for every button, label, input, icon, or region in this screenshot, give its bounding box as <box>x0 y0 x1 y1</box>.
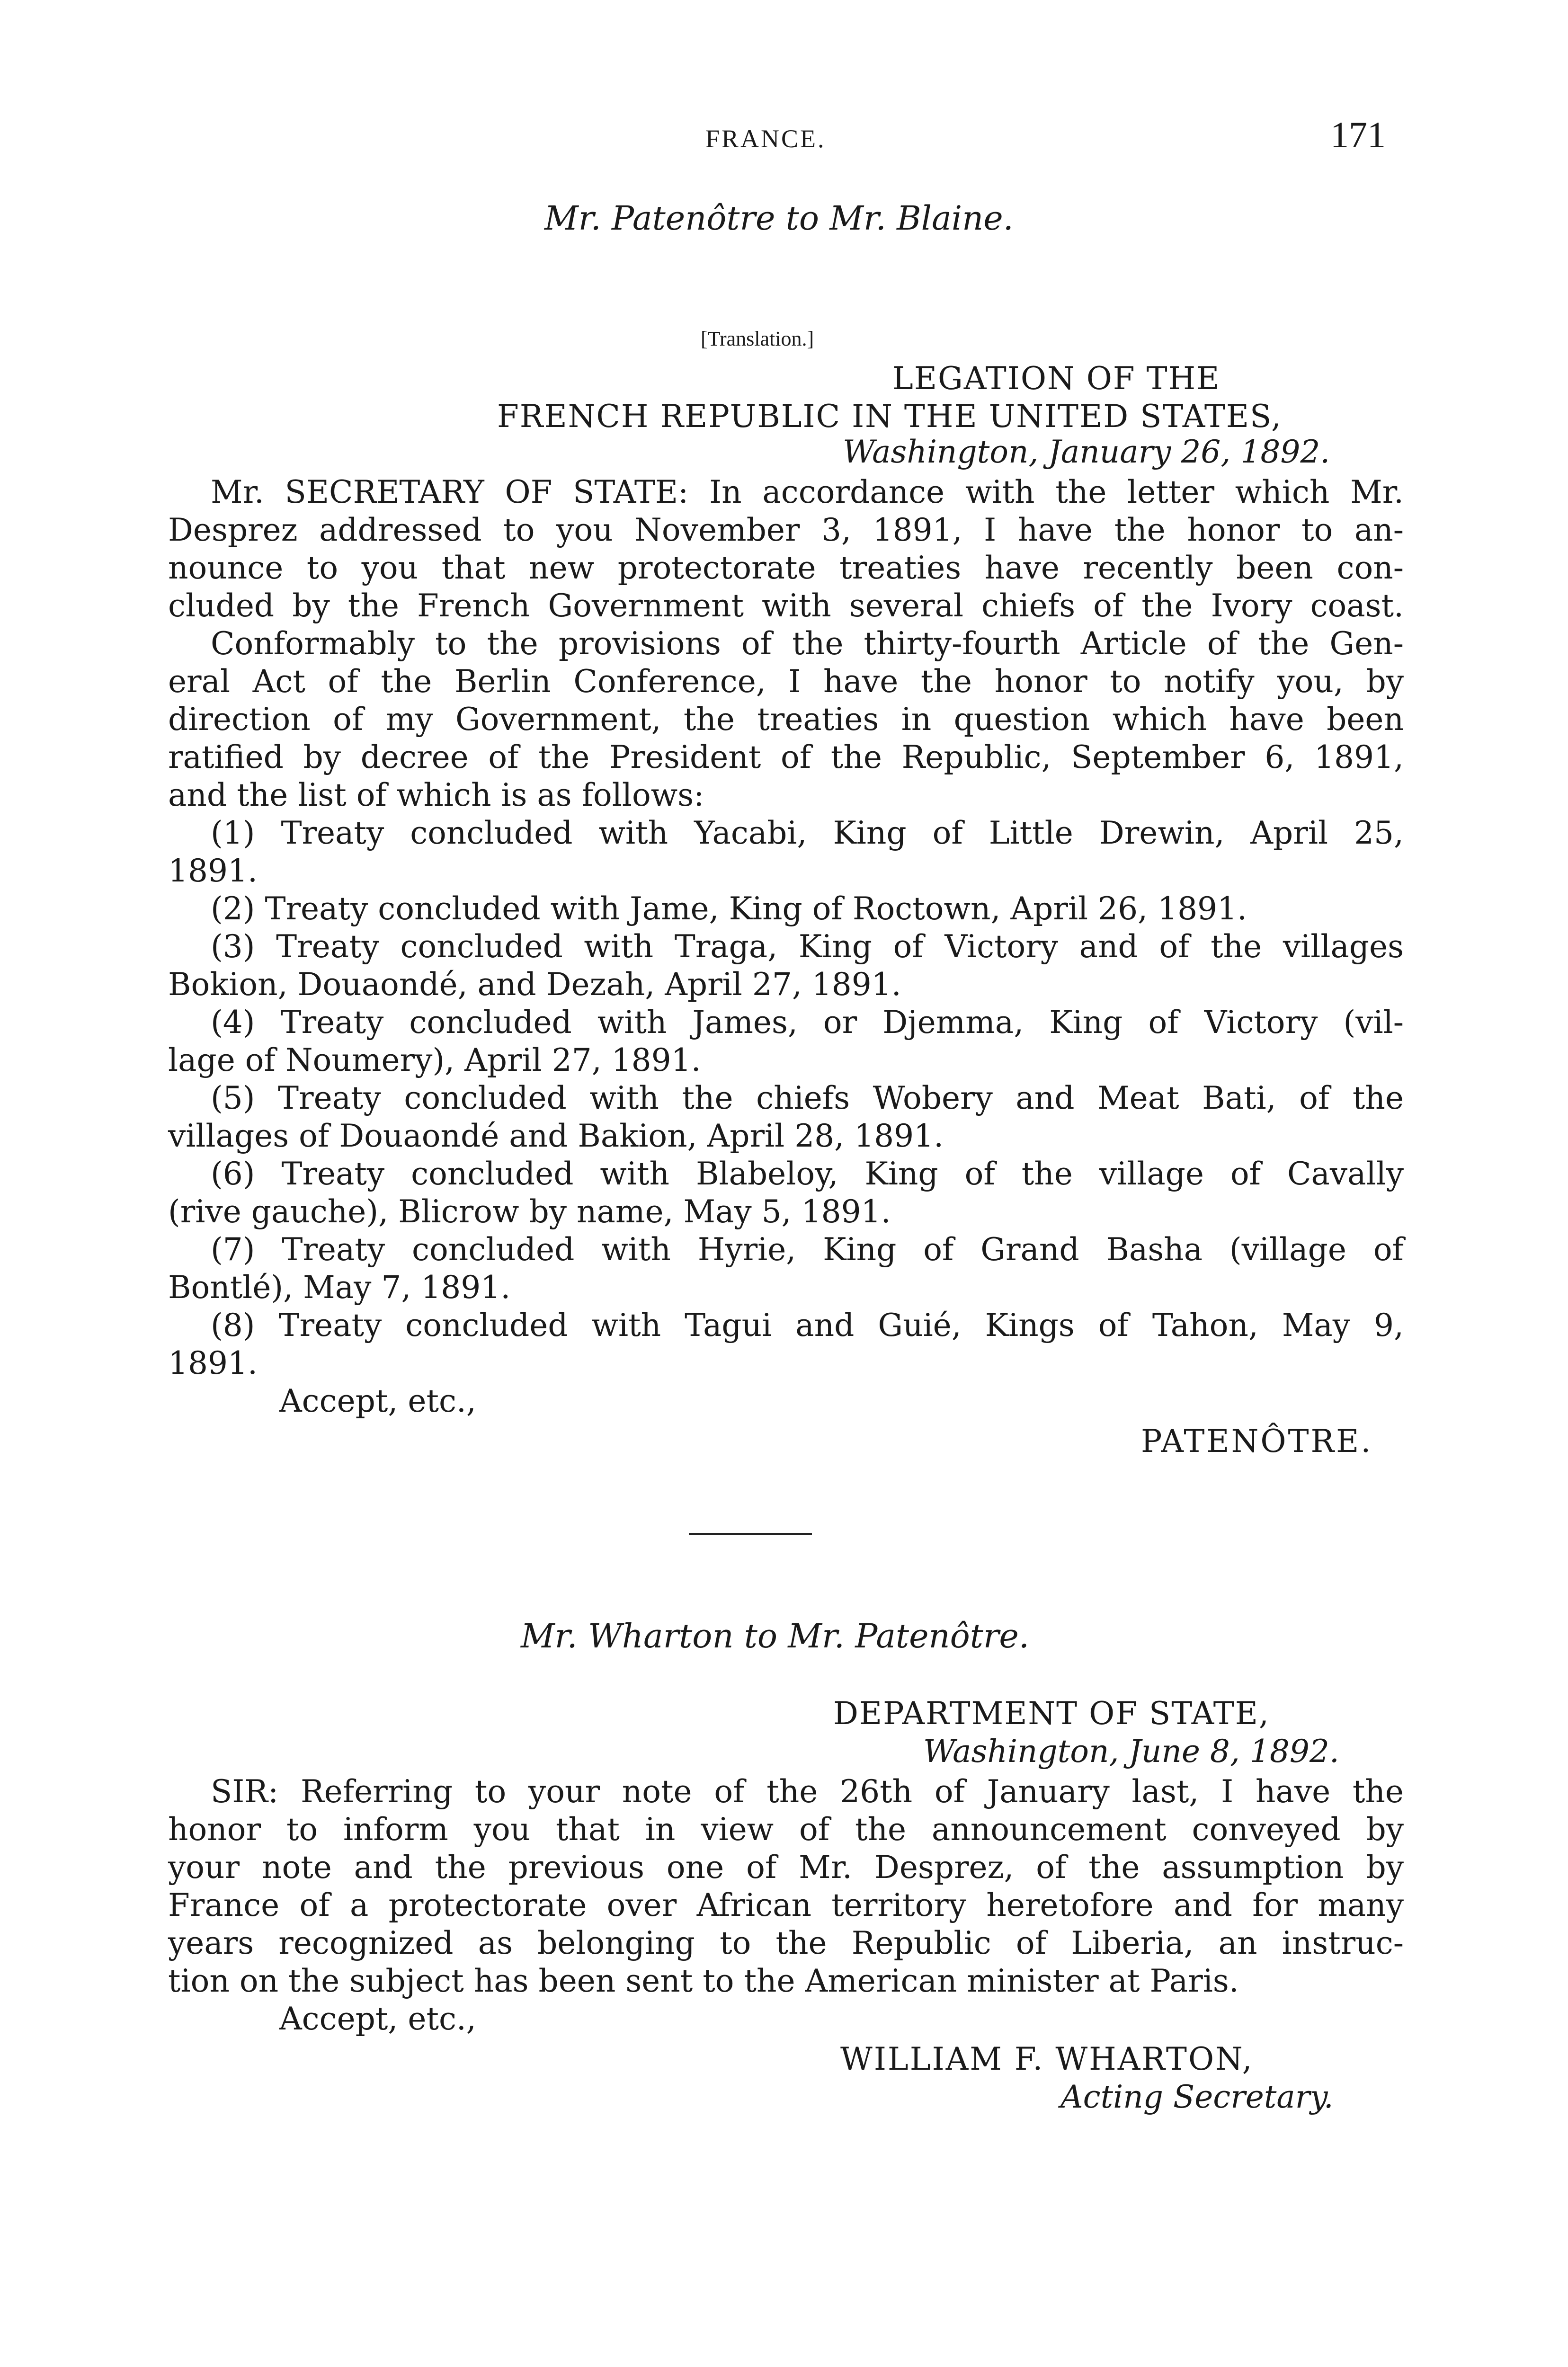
treaty-item: (2) Treaty concluded with Jame, King of Roctown, April 26, 1891. <box>211 890 1247 927</box>
treaty-item-continuation: 1891. <box>168 853 258 889</box>
treaty-item-continuation: (rive gauche), Blicrow by name, May 5, 1891. <box>168 1193 891 1230</box>
letter1-body-line: direction of my Government, the treaties in question which have been <box>168 701 1404 738</box>
letter1-signature: PATENÔTRE. <box>1141 1423 1373 1459</box>
treaty-item: (1) Treaty concluded with Yacabi, King of Little Drewin, April 25, <box>211 815 1404 851</box>
letter2-body-line: years recognized as belonging to the Republic of Liberia, an instruc- <box>168 1925 1404 1961</box>
letter2-body-line: France of a protectorate over African territory heretofore and for many <box>168 1887 1404 1923</box>
letter1-closing: Accept, etc., <box>279 1383 476 1419</box>
letter1-body-line: eral Act of the Berlin Conference, I have the honor to notify you, by <box>168 663 1404 700</box>
letter1-body-line: Mr. SECRETARY OF STATE: In accordance with the letter which Mr. <box>211 474 1404 510</box>
letter1-address-line1: LEGATION OF THE <box>892 360 1221 397</box>
treaty-item: (6) Treaty concluded with Blabeloy, King of the village of Cavally <box>211 1156 1404 1192</box>
running-header: FRANCE. <box>705 125 826 153</box>
treaty-item-continuation: 1891. <box>168 1345 258 1381</box>
letter2-signature: WILLIAM F. WHARTON, <box>840 2041 1254 2077</box>
treaty-item: (8) Treaty concluded with Tagui and Guié, Kings of Tahon, May 9, <box>211 1307 1404 1344</box>
letter2-date: Washington, June 8, 1892. <box>923 1733 1339 1770</box>
page-number: 171 <box>1330 114 1386 155</box>
letter2-address-line1: DEPARTMENT OF STATE, <box>833 1695 1270 1732</box>
letter1-body-line: ratified by decree of the President of the Republic, September 6, 1891, <box>168 739 1404 775</box>
treaty-item: (7) Treaty concluded with Hyrie, King of Grand Basha (village of <box>211 1231 1404 1268</box>
letter1-body-line: nounce to you that new protectorate treaties have recently been con- <box>168 550 1404 586</box>
letter2-heading: Mr. Wharton to Mr. Patenôtre. <box>521 1617 1029 1655</box>
treaty-item: (3) Treaty concluded with Traga, King of Victory and of the villages <box>211 928 1404 965</box>
letter1-body-line: cluded by the French Government with several chiefs of the Ivory coast. <box>168 587 1404 624</box>
letter1-body-line: Conformably to the provisions of the thirty-fourth Article of the Gen- <box>211 625 1404 662</box>
letter2-closing: Accept, etc., <box>279 2001 476 2037</box>
letter1-body-line: and the list of which is as follows: <box>168 777 704 813</box>
letter2-body-line: SIR: Referring to your note of the 26th of January last, I have the <box>211 1773 1404 1810</box>
letter2-signature-title: Acting Secretary. <box>1060 2079 1334 2115</box>
letter2-body-line: honor to inform you that in view of the announcement conveyed by <box>168 1811 1404 1848</box>
letter1-date: Washington, January 26, 1892. <box>843 434 1330 470</box>
treaty-item-continuation: Bokion, Douaondé, and Dezah, April 27, 1891. <box>168 966 901 1003</box>
letter1-heading: Mr. Patenôtre to Mr. Blaine. <box>544 199 1014 238</box>
treaty-item-continuation: villages of Douaondé and Bakion, April 28, 1891. <box>168 1118 944 1154</box>
section-divider <box>689 1533 812 1535</box>
letter2-body-line: your note and the previous one of Mr. Desprez, of the assumption by <box>168 1849 1404 1886</box>
treaty-item-continuation: Bontlé), May 7, 1891. <box>168 1269 511 1306</box>
letter2-body-line: tion on the subject has been sent to the American minister at Paris. <box>168 1963 1239 1999</box>
treaty-item-continuation: lage of Noumery), April 27, 1891. <box>168 1042 701 1078</box>
letter1-body-line: Desprez addressed to you November 3, 1891, I have the honor to an- <box>168 512 1404 548</box>
translation-note: [Translation.] <box>701 327 814 350</box>
treaty-item: (5) Treaty concluded with the chiefs Wobery and Meat Bati, of the <box>211 1080 1404 1116</box>
letter1-address-line2: FRENCH REPUBLIC IN THE UNITED STATES, <box>497 398 1282 435</box>
treaty-item: (4) Treaty concluded with James, or Djemma, King of Victory (vil- <box>211 1004 1404 1041</box>
